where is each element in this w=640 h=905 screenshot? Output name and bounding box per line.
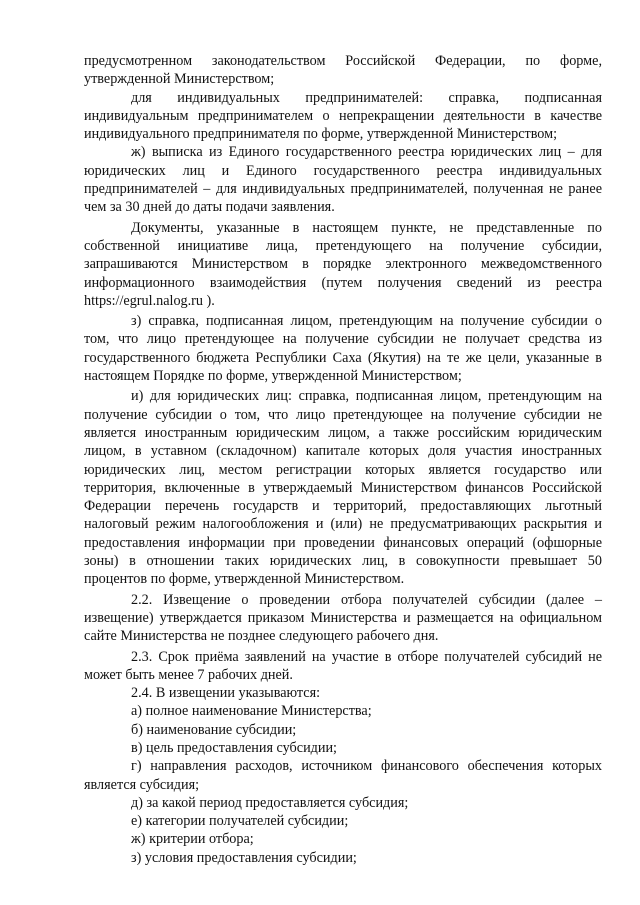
list-item-a: а) полное наименование Министерства; (131, 703, 372, 720)
paragraph-1: предусмотренном законодательством Российской Федерации, по форме, утвержденной Министерством; (84, 53, 602, 88)
paragraph-5: з) справка, подписанная лицом, претендующим на получение субсидии о том, что лицо претендующее на получение субсидии не получает средства из государственного бюджета Республики Саха (Якутия) на те же цели, указанные в настоящем Порядке по форме, утвержденной Министерством; (84, 313, 602, 385)
paragraph-7: 2.2. Извещение о проведении отбора получателей субсидии (далее – извещение) утверждается приказом Министерства и размещается на официальном сайте Министерства не позднее следующего рабочего дня. (84, 591, 602, 645)
list-item-e: е) категории получателей субсидии; (131, 813, 349, 830)
list-item-b: б) наименование субсидии; (131, 721, 297, 738)
document-page (84, 52, 602, 867)
paragraph-4: Документы, указанные в настоящем пункте, не представленные по собственной инициативе лица, претендующего на получение субсидии, запрашиваются Министерством в порядке электронного межведомственного информационного взаимодействия (путем получения сведений из реестра https://egrul.nalog.ru ). (84, 219, 602, 309)
paragraph-9: 2.4. В извещении указываются: (131, 685, 321, 702)
list-item-z: з) условия предоставления субсидии; (131, 849, 357, 866)
paragraph-2: для индивидуальных предпринимателей: справка, подписанная индивидуальным предпринимателем о непрекращении деятельности в качестве индивидуального предпринимателя по форме, утвержденной Министерством; (84, 89, 602, 143)
list-item-v: в) цель предоставления субсидии; (131, 739, 338, 756)
paragraph-8: 2.3. Срок приёма заявлений на участие в отборе получателей субсидий не может быть менее 7 рабочих дней. (84, 648, 602, 683)
paragraph-3: ж) выписка из Единого государственного реестра юридических лиц – для юридических лиц и Единого государственного реестра индивидуальных предпринимателей – для индивидуальных предпринимателей, полученная не ранее чем за 30 дней до даты подачи заявления. (84, 144, 602, 216)
list-item-zh: ж) критерии отбора; (131, 831, 254, 848)
list-item-g: г) направления расходов, источником финансового обеспечения которых является субсидия; (84, 758, 602, 793)
paragraph-6: и) для юридических лиц: справка, подписанная лицом, претендующим на получение субсидии о том, что лицо претендующее на получение субсидии не является иностранным юридическим лицом, а также российским юридическим лицом, в уставном (складочном) капитале которых доля участия иностранных юридических лиц, местом регистрации которых является государство или территория, включенные в утверждаемый Министерством финансов Российской Федерации перечень государств и территорий, предоставляющих льготный налоговый режим налогообложения и (или) не предусматривающих раскрытия и предоставления информации при проведении финансовых операций (офшорные зоны) в отношении таких юридических лиц, в совокупности превышает 50 процентов по форме, утвержденной Министерством. (84, 388, 602, 588)
list-item-d: д) за какой период предоставляется субсидия; (131, 794, 409, 811)
